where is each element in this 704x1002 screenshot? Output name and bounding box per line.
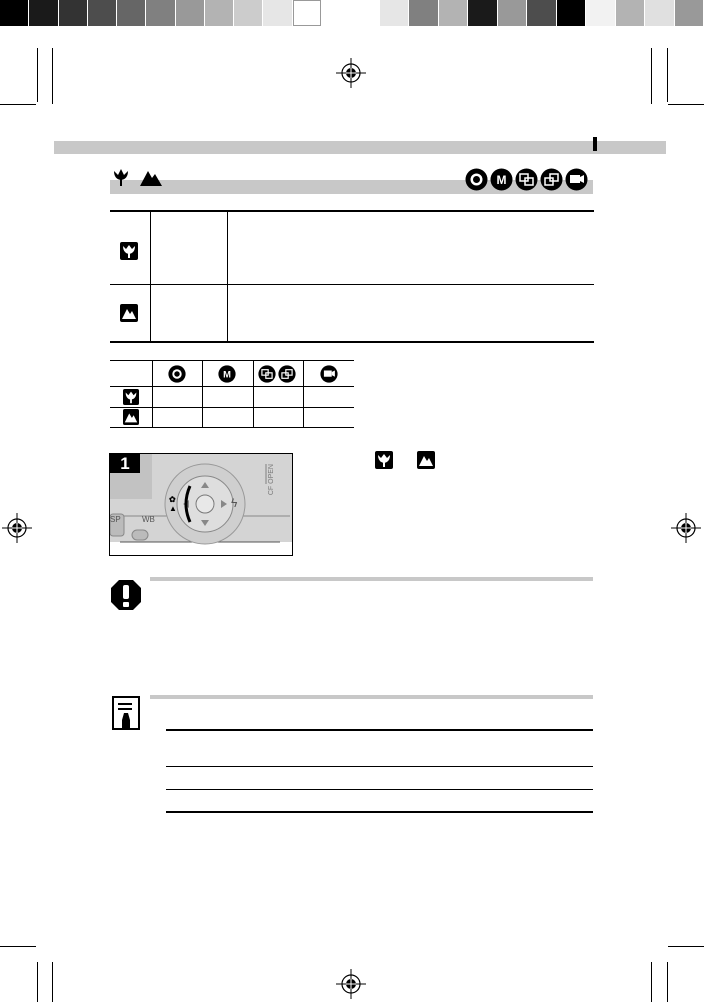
movie-mode-icon: [565, 168, 588, 191]
color-swatch: [0, 0, 28, 26]
macro-flower-icon: [375, 451, 393, 469]
note-icon: [112, 696, 140, 730]
color-swatch: [645, 0, 673, 26]
cf-open-label: CF OPEN: [268, 464, 275, 496]
color-swatch: [586, 0, 614, 26]
step-number-badge: 1: [110, 454, 140, 473]
note-rule: [150, 695, 593, 699]
infinity-mountain-icon: [120, 304, 138, 322]
color-swatch: [263, 0, 291, 26]
color-swatch: [205, 0, 233, 26]
stitch-mode-2-icon: [278, 365, 296, 383]
macro-flower-icon: [112, 167, 130, 187]
flash-icon: ϟ: [231, 496, 238, 510]
stitch-mode-2-icon: [540, 168, 563, 191]
color-swatch: [439, 0, 467, 26]
macro-flower-icon: [120, 242, 138, 260]
header-bar-tick: [593, 137, 597, 151]
wb-label: WB: [142, 515, 155, 524]
caution-rule: [150, 577, 593, 581]
stitch-mode-icon: [258, 365, 276, 383]
manual-mode-icon: [490, 168, 513, 191]
color-swatch: [616, 0, 644, 26]
color-swatch: [409, 0, 437, 26]
mode-availability-table: [110, 360, 354, 429]
camera-mode-icon: [465, 168, 488, 191]
caution-icon: [109, 578, 143, 612]
macro-flower-icon: [123, 389, 139, 405]
mode-icons-row: [465, 168, 590, 192]
registration-mark-bottom: [336, 969, 366, 999]
color-swatch: [234, 0, 262, 26]
color-swatch: [380, 0, 408, 26]
registration-mark-right: [671, 513, 701, 543]
infinity-mountain-icon: [417, 451, 435, 469]
color-swatch: [498, 0, 526, 26]
mode-dial-mountain-icon: ▲: [169, 504, 177, 513]
color-bar-right: [380, 0, 704, 26]
color-swatch: [29, 0, 57, 26]
stitch-mode-icon: [515, 168, 538, 191]
color-swatch: [468, 0, 496, 26]
color-swatch: [527, 0, 555, 26]
color-bar-left: [0, 0, 322, 26]
color-swatch: [88, 0, 116, 26]
color-swatch: [146, 0, 174, 26]
color-swatch: [675, 0, 703, 26]
svg-text:M: M: [496, 173, 507, 187]
color-swatch: [176, 0, 204, 26]
registration-mark-left: [2, 513, 32, 543]
movie-mode-icon: [320, 365, 338, 383]
mode-description-table: [110, 210, 594, 343]
svg-text:M: M: [223, 368, 231, 380]
infinity-mountain-icon: [123, 409, 139, 425]
manual-mode-icon: [218, 365, 236, 383]
sp-label: SP: [110, 515, 121, 524]
header-bar: [54, 141, 666, 154]
infinity-mountain-icon: [140, 167, 162, 187]
step-1-figure: [109, 453, 293, 556]
camera-mode-icon: [168, 365, 186, 383]
color-swatch: [117, 0, 145, 26]
mode-dial-macro-icon: ✿: [169, 495, 176, 504]
color-swatch: [293, 0, 321, 26]
note-table: [166, 729, 593, 815]
registration-mark-top: [336, 58, 366, 88]
color-swatch: [59, 0, 87, 26]
color-swatch: [557, 0, 585, 26]
